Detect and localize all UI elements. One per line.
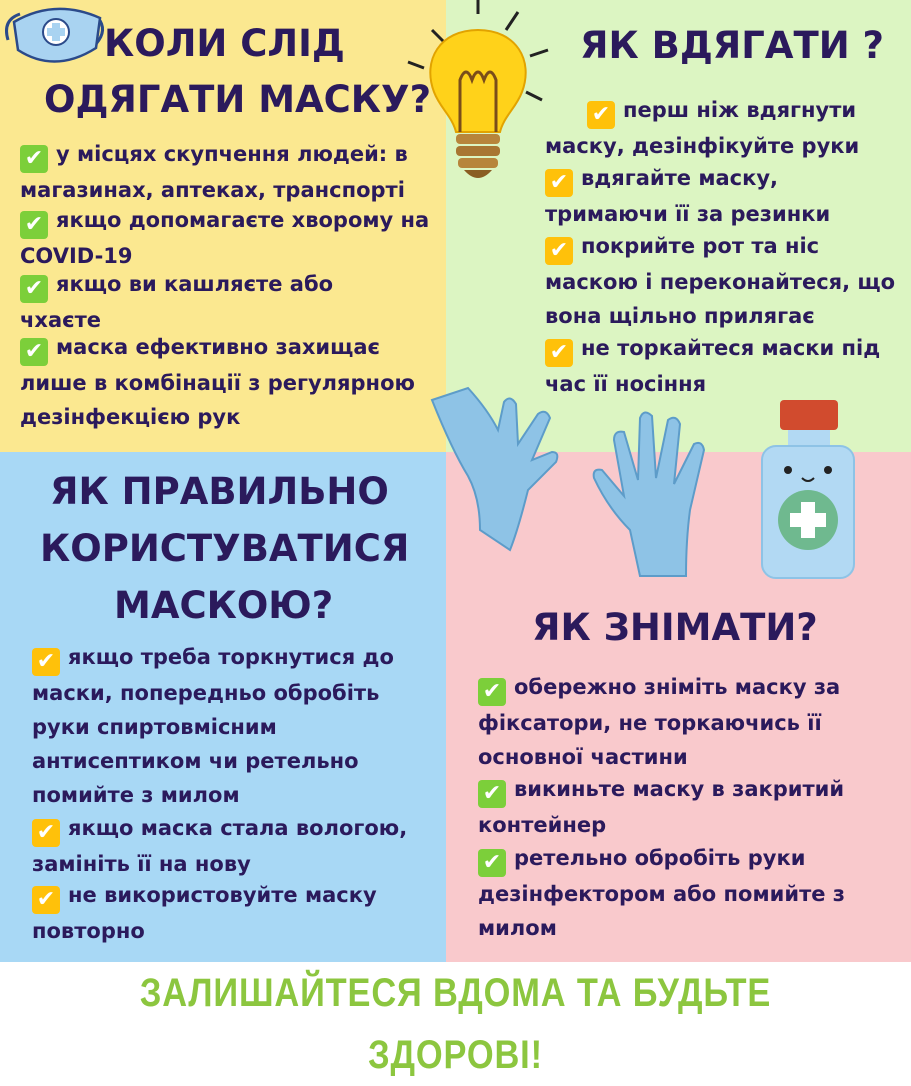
checkmark-icon: ✔ [545, 339, 573, 367]
checkmark-icon: ✔ [32, 648, 60, 676]
when-title-line2: ОДЯГАТИ МАСКУ? [44, 78, 432, 121]
when-item: ✔ якщо допомагаєте хворому на COVID-19 [20, 208, 430, 268]
checkmark-icon: ✔ [32, 886, 60, 914]
wear-item: ✔ перш ніж вдягнути маску, дезінфікуйте руки [545, 98, 860, 158]
checkmark-icon: ✔ [545, 169, 573, 197]
checkmark-icon: ✔ [545, 237, 573, 265]
checkmark-icon: ✔ [587, 101, 615, 129]
remove-item: ✔ викиньте маску в закритий контейнер [478, 777, 845, 837]
wear-item: ✔ не торкайтеся маски під час її носіння [545, 336, 881, 396]
checkmark-icon: ✔ [20, 211, 48, 239]
footer-slogan: ЗАЛИШАЙТЕСЯ ВДОМА ТА БУДЬТЕ ЗДОРОВІ! [64, 962, 847, 1024]
when-title-line1: КОЛИ СЛІД [104, 22, 345, 65]
checkmark-icon: ✔ [20, 145, 48, 173]
when-item: ✔ якщо ви кашляєте або чхаєте [20, 272, 334, 332]
wear-item: ✔ вдягайте маску, тримаючи її за резинки [545, 166, 831, 226]
wear-item: ✔ покрийте рот та ніс маскою і переконайтеся, що вона щільно прилягає [545, 234, 896, 328]
wear-title: ЯК ВДЯГАТИ ? [580, 24, 885, 67]
use-item: ✔ не використовуйте маску повторно [32, 883, 377, 943]
remove-title: ЯК ЗНІМАТИ? [532, 606, 818, 649]
remove-item: ✔ ретельно обробіть руки дезінфектором або помийте з милом [478, 846, 846, 940]
when-item: ✔ у місцях скупчення людей: в магазинах, аптеках, транспорті [20, 142, 408, 202]
when-item: ✔ маска ефективно захищає лише в комбінації з регулярною дезінфекцією рук [20, 335, 415, 429]
use-item: ✔ якщо маска стала вологою, замініть її на нову [32, 816, 408, 876]
use-item: ✔ якщо треба торкнутися до маски, попередньо обробіть руки спиртовмісним антисептиком чи ретельно помийте з милом [32, 645, 394, 807]
checkmark-icon: ✔ [478, 780, 506, 808]
sanitizer-bottle-icon [758, 398, 858, 580]
checkmark-icon: ✔ [478, 849, 506, 877]
checkmark-icon: ✔ [478, 678, 506, 706]
checkmark-icon: ✔ [20, 275, 48, 303]
checkmark-icon: ✔ [20, 338, 48, 366]
remove-item: ✔ обережно зніміть маску за фіксатори, не торкаючись її основної частини [478, 675, 841, 769]
checkmark-icon: ✔ [32, 819, 60, 847]
use-title-line3: МАСКОЮ? [114, 584, 334, 627]
face-mask-icon [0, 0, 110, 72]
use-title-line2: КОРИСТУВАТИСЯ [40, 527, 410, 570]
glove-icon [590, 400, 720, 580]
glove-icon [428, 380, 568, 560]
use-title-line1: ЯК ПРАВИЛЬНО [50, 470, 389, 513]
